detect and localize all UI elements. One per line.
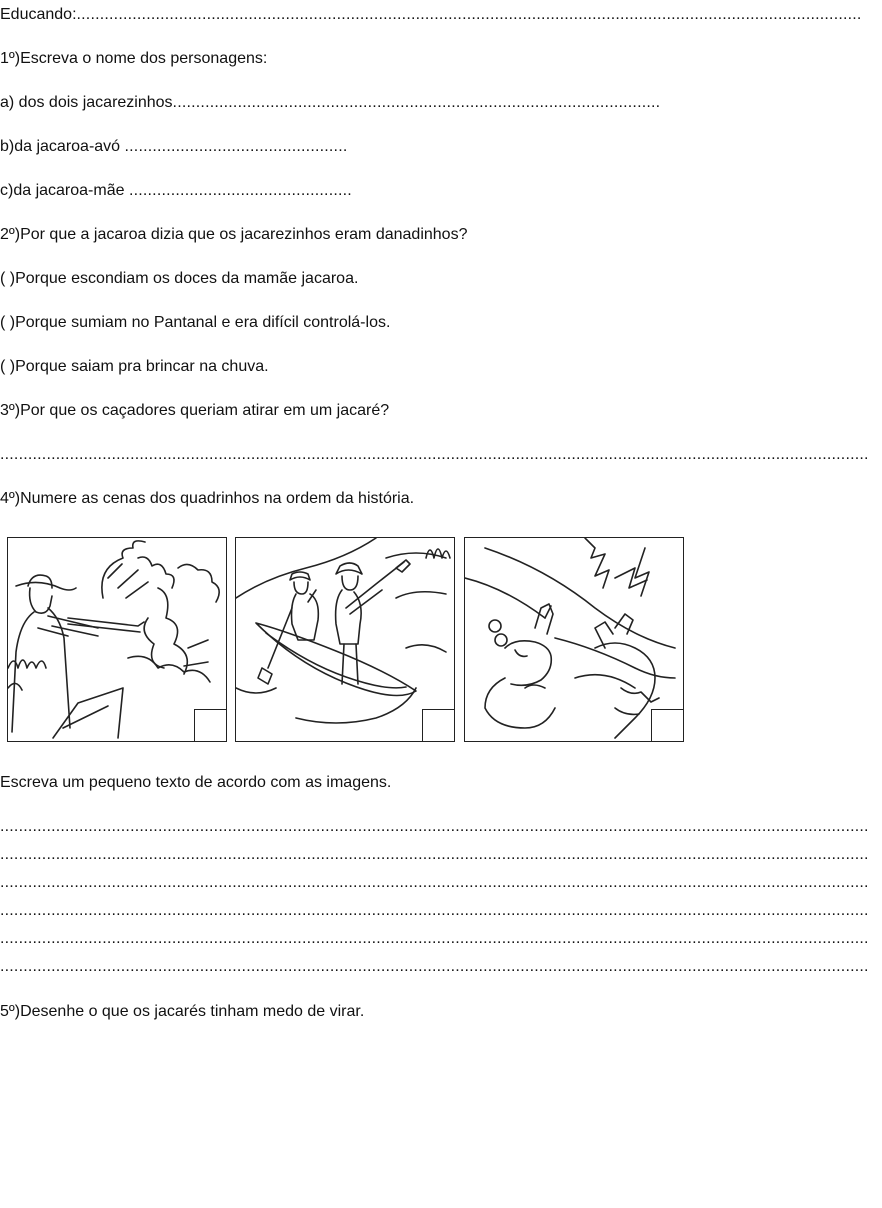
question-2-option[interactable]: ( )Porque saiam pra brincar na chuva. (0, 358, 269, 375)
question-5-title: 5º)Desenhe o que os jacarés tinham medo de virar. (0, 1003, 365, 1020)
question-2-option[interactable]: ( )Porque sumiam no Pantanal e era difícil controlá-los. (0, 314, 391, 331)
question-1a (0, 93, 660, 113)
writing-line[interactable]: ........................................................................................................................................................................................... (0, 958, 869, 975)
question-1c-label: c)da jacaroa-mãe (0, 182, 129, 199)
student-name-line (0, 5, 862, 25)
question-4-title: 4º)Numere as cenas dos quadrinhos na ordem da história. (0, 490, 415, 507)
question-1c-blank[interactable]: ................................................ (128, 182, 352, 199)
writing-line[interactable]: ........................................................................................................................................................................................... (0, 846, 869, 863)
writing-line[interactable]: ........................................................................................................................................................................................... (0, 902, 869, 919)
student-label: Educando: (0, 6, 77, 23)
drawing-area[interactable] (0, 1030, 860, 1200)
question-1a-label: a) dos dois jacarezinhos (0, 94, 173, 111)
question-3-title: 3º)Por que os caçadores queriam atirar em um jacaré? (0, 402, 390, 419)
question-1b-blank[interactable]: ................................................ (124, 138, 348, 155)
comic-panel-alligators-storm (464, 537, 684, 742)
question-2-title: 2º)Por que a jacaroa dizia que os jacarezinhos eram danadinhos? (0, 226, 468, 243)
question-1a-blank[interactable]: ......................................................................................................... (172, 94, 661, 111)
panel-1-number-box[interactable] (194, 709, 227, 742)
writing-line[interactable]: ........................................................................................................................................................................................... (0, 930, 869, 947)
question-3-answer-blank[interactable]: ........................................................................................................................................................................................... (0, 446, 869, 463)
panel-3-number-box[interactable] (651, 709, 684, 742)
student-name-blank[interactable]: ......................................................................................................................................................................... (76, 6, 862, 23)
comic-panel-hunters-canoe (235, 537, 455, 742)
question-1c (0, 181, 352, 201)
question-1-title: 1º)Escreva o nome dos personagens: (0, 50, 268, 67)
comic-panel-hunter-aiming (7, 537, 227, 742)
writing-line[interactable]: ........................................................................................................................................................................................... (0, 818, 869, 835)
question-1b-label: b)da jacaroa-avó (0, 138, 125, 155)
writing-line[interactable]: ........................................................................................................................................................................................... (0, 874, 869, 891)
question-2-option[interactable]: ( )Porque escondiam os doces da mamãe jacaroa. (0, 270, 359, 287)
panel-2-number-box[interactable] (422, 709, 455, 742)
question-1b (0, 137, 348, 157)
writing-prompt: Escreva um pequeno texto de acordo com as imagens. (0, 774, 392, 791)
